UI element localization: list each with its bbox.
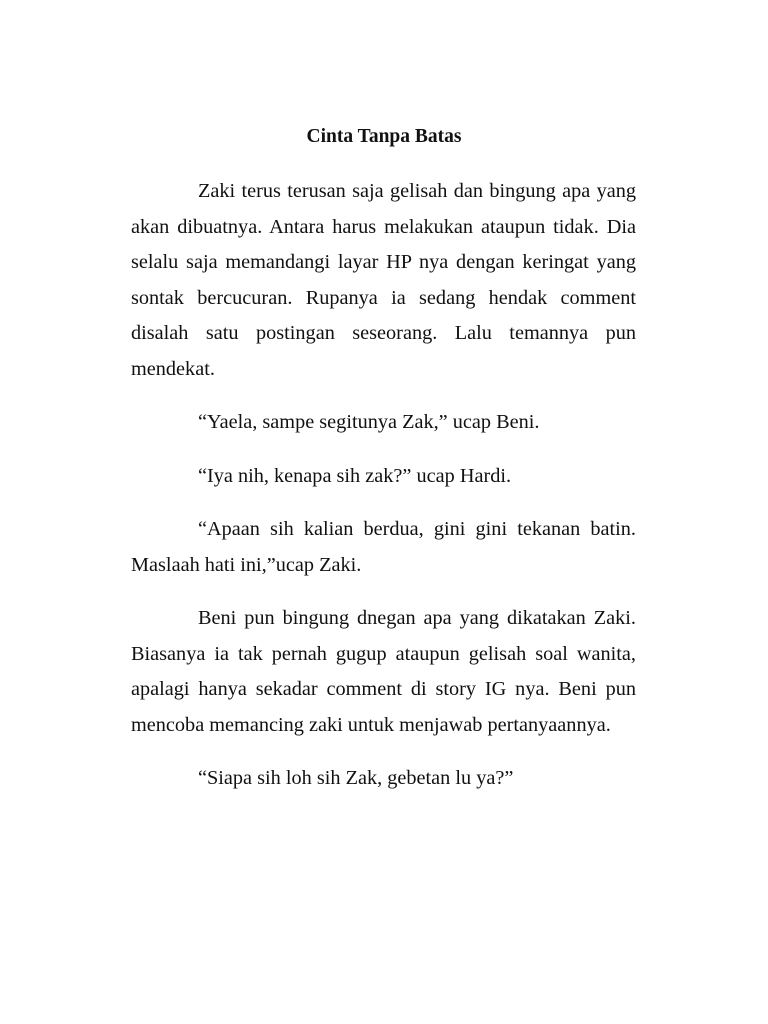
paragraph-3: “Iya nih, kenapa sih zak?” ucap Hardi. — [198, 464, 512, 487]
paragraph-4: “Apaan sih kalian berdua, gini gini tekanan batin. Maslaah hati ini,”ucap Zaki. — [131, 518, 636, 576]
document-title: Cinta Tanpa Batas — [306, 126, 462, 147]
document-body — [131, 174, 636, 815]
paragraph-1: Zaki terus terusan saja gelisah dan bingung apa yang akan dibuatnya. Antara harus melakukan ataupun tidak. Dia selalu saja memandangi layar HP nya dengan keringat yang sontak bercucuran. Rupanya ia sedang hendak comment disalah satu postingan seseorang. Lalu temannya pun mendekat. — [131, 180, 636, 380]
paragraph-5: Beni pun bingung dnegan apa yang dikatakan Zaki. Biasanya ia tak pernah gugup ataupun gelisah soal wanita, apalagi hanya sekadar comment di story IG nya. Beni pun mencoba memancing zaki untuk menjawab pertanyaannya. — [131, 607, 636, 736]
paragraph-2: “Yaela, sampe segitunya Zak,” ucap Beni. — [198, 411, 540, 433]
paragraph-6: “Siapa sih loh sih Zak, gebetan lu ya?” — [198, 767, 514, 789]
